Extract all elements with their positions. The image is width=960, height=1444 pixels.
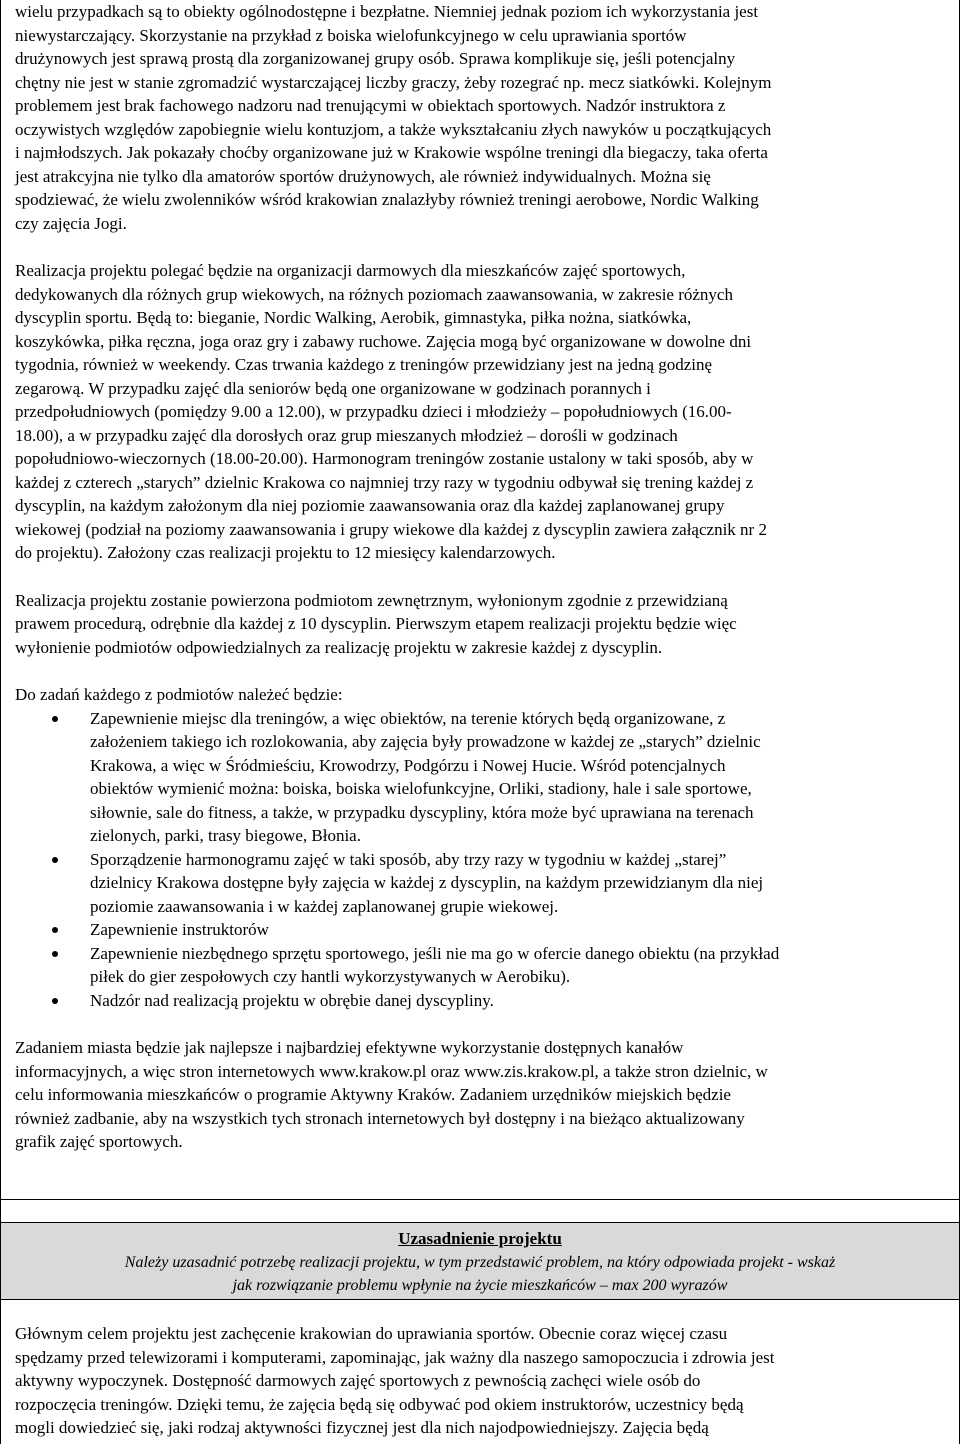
- text-line: koszykówka, piłka ręczna, joga oraz gry i zabawy ruchowe. Zajęcia mogą być organizowane w dowolne dni: [15, 331, 752, 351]
- paragraph-contractors: [15, 589, 941, 660]
- section-instructions: [1, 1251, 959, 1297]
- text-line: tygodnia, również w weekendy. Czas trwania każdego z treningów przewidziany jest na jedną godzinę: [15, 355, 713, 374]
- text-line: informacyjnych, a więc stron internetowych www.krakow.pl oraz www.zis.krakow.pl, a także stron dzielnic, w: [15, 1061, 768, 1081]
- text-line: Nadzór nad realizacją projektu w obrębie danej dyscypliny.: [90, 990, 494, 1010]
- bullet-icon: [52, 951, 58, 957]
- text-line: drużynowych jest sprawą prostą dla zorganizowanej grupy osób. Sprawa komplikuje się, jeśli potencjalny: [15, 49, 736, 68]
- paragraph-gap: [15, 1012, 941, 1036]
- text-line: Zapewnienie miejsc dla treningów, a więc obiektów, na terenie których będą organizowane, z: [90, 708, 726, 728]
- list-item: [15, 707, 941, 848]
- text-line: i najmłodszych. Jak pokazały choćby organizowane już w Krakowie wspólne treningi dla biegaczy, taka oferta: [15, 143, 768, 162]
- text-line: Krakowa, a więc w Śródmieściu, Krowodrzy, Podgórzu i Nowej Hucie. Wśród potencjalnych: [90, 755, 726, 775]
- text-line: wyłonienie podmiotów odpowiedzialnych za realizację projektu w zakresie każdej z dyscyplin.: [15, 637, 663, 657]
- text-line: niewystarczający. Skorzystanie na przykład z boiska wielofunkcyjnego w celu uprawiania sportów: [15, 25, 687, 45]
- text-line: czy zajęcia Jogi.: [15, 213, 127, 233]
- text-line: Głównym celem projektu jest zachęcenie krakowian do uprawiania sportów. Obecnie coraz więcej czasu: [15, 1324, 728, 1343]
- bullet-icon: [52, 716, 58, 722]
- text-line: spodziewać, że wielu zwolenników wśród krakowian znalazłyby również treningi aerobowe, Nordic Walking: [15, 190, 759, 209]
- text-line: 18.00), a w przypadku zajęć dla dorosłych oraz grup mieszanych młodzież – dorośli w godzinach: [15, 425, 678, 445]
- text-line: założeniem takiego ich rozlokowania, aby zajęcia były prowadzone w każdej ze „starych” dzielnic: [90, 732, 761, 751]
- text-line: grafik zajęć sportowych.: [15, 1132, 183, 1151]
- text-line: Realizacja projektu zostanie powierzona podmiotom zewnętrznym, wyłonionym zgodnie z przewidzianą: [15, 590, 728, 610]
- justification-text: [15, 1322, 941, 1440]
- bullet-icon: [52, 857, 58, 863]
- text-line: Zapewnienie instruktorów: [90, 920, 269, 939]
- section-title: Uzasadnienie projektu: [398, 1229, 562, 1248]
- tasks-list: [15, 707, 941, 1013]
- text-line: wiekowej (podział na poziomy zaawansowania i grupy wiekowe dla każdej z dyscyplin zawiera załącznik nr 2: [15, 519, 767, 539]
- text-line: piłek do gier zespołowych czy hantli wykorzystywanych w Aerobiku).: [90, 967, 571, 986]
- text-line: chętny nie jest w stanie zgromadzić wystarczającej liczby graczy, żeby rozegrać np. mecz siatkówki. Kolejnym: [15, 72, 772, 92]
- paragraph-project-realization: [15, 259, 941, 565]
- text-line: prawem procedurą, odrębnie dla każdej z 10 dyscyplin. Pierwszym etapem realizacji projektu będzie więc: [15, 614, 737, 633]
- paragraph-city-tasks: [15, 1036, 941, 1154]
- text-line: dyscyplin sportu. Będą to: bieganie, Nordic Walking, Aerobik, gimnastyka, piłka nożna, siatkówka,: [15, 308, 692, 327]
- text-line: aktywny wypoczynek. Dostępność darmowych zajęć sportowych z pewnością zachęci wiele osób do: [15, 1371, 701, 1390]
- text-line: dyscyplin, na każdym założonym dla niej poziomie zaawansowania oraz dla każdej zaplanowanej grupy: [15, 496, 725, 515]
- text-line: również zadbanie, aby na wszystkich tych stronach internetowych był dostępny i na bieżąco aktualizowany: [15, 1108, 745, 1128]
- text-line: Sporządzenie harmonogramu zajęć w taki sposób, aby trzy razy w tygodniu w każdej „starej”: [90, 849, 727, 869]
- bullet-icon: [52, 998, 58, 1004]
- list-item: [15, 848, 941, 919]
- paragraph-gap: [15, 565, 941, 589]
- text-line: przedpołudniowych (pomiędzy 9.00 a 12.00), w przypadku dzieci i młodzieży – popołudniowych (16.00-: [15, 402, 732, 421]
- section-divider: [1, 1199, 959, 1200]
- text-line: Zapewnienie niezbędnego sprzętu sportowego, jeśli nie ma go w ofercie danego obiektu (na przykład: [90, 943, 780, 963]
- text-line: spędzamy przed telewizorami i komputerami, zapominając, jak ważny dla naszego samopoczucia i zdrowia jest: [15, 1347, 775, 1367]
- text-line: Zadaniem miasta będzie jak najlepsze i najbardziej efektywne wykorzystanie dostępnych kanałów: [15, 1038, 684, 1057]
- text-line: rozpoczęcia treningów. Dzięki temu, że zajęcia będą się odbywać pod okiem instruktorów, uczestnicy będą: [15, 1394, 744, 1414]
- text-line: popołudniowo-wieczornych (18.00-20.00). Harmonogram treningów zostanie ustalony w taki sposób, aby w: [15, 449, 754, 468]
- text-line: celu informowania mieszkańców o programie Aktywny Kraków. Zadaniem urzędników miejskich będzie: [15, 1085, 731, 1104]
- text-line: zielonych, parki, trasy biegowe, Błonia.: [90, 826, 361, 845]
- list-item: [15, 942, 941, 989]
- list-item: [15, 918, 941, 942]
- text-line: dzielnicy Krakowa dostępne były zajęcia w każdej z dyscyplin, na każdym przewidzianym dla niej: [90, 873, 764, 892]
- text-line: do projektu). Założony czas realizacji projektu to 12 miesięcy kalendarzowych.: [15, 543, 556, 562]
- paragraph-problem-description: [15, 0, 941, 235]
- paragraph-justification: [15, 1322, 941, 1440]
- text-line: zegarową. W przypadku zajęć dla seniorów będą one organizowane w godzinach porannych i: [15, 378, 651, 398]
- text-line: siłownie, sale do fitness, a także, w przypadku dyscypliny, która może być uprawiana na terenach: [90, 802, 754, 822]
- text-line: mogli dowiedzieć się, jaki rodzaj aktywności fizycznej jest dla nich najodpowiedniejszy. Zajęcia będą: [15, 1418, 709, 1437]
- paragraph-gap: [15, 659, 941, 683]
- text-line: Należy uzasadnić potrzebę realizacji projektu, w tym przedstawić problem, na który odpowiada projekt - wskaż: [124, 1254, 836, 1271]
- text-line: każdej z czterech „starych” dzielnic Krakowa co najmniej trzy razy w tygodniu odbywał się trening każdej z: [15, 472, 754, 492]
- paragraph-gap: [15, 235, 941, 259]
- text-line: Realizacja projektu polegać będzie na organizacji darmowych dla mieszkańców zajęć sportowych,: [15, 261, 686, 280]
- document-body: [15, 0, 941, 1154]
- paragraph-tasks-intro: [15, 683, 941, 707]
- text-line: oczywistych względów zapobiegnie wielu kontuzjom, a także wykształcaniu złych nawyków u początkujących: [15, 119, 772, 139]
- text-line: jak rozwiązanie problemu wpłynie na życie mieszkańców – max 200 wyrazów: [232, 1277, 728, 1294]
- text-line: Do zadań każdego z podmiotów należeć będzie:: [15, 685, 343, 704]
- text-line: wielu przypadkach są to obiekty ogólnodostępne i bezpłatne. Niemniej jednak poziom ich wykorzystania jest: [15, 2, 759, 21]
- text-line: problemem jest brak fachowego nadzoru nad trenującymi w obiektach sportowych. Nadzór instruktora z: [15, 96, 726, 115]
- bullet-icon: [52, 927, 58, 933]
- text-line: dedykowanych dla różnych grup wiekowych, na różnych poziomach zaawansowania, w zakresie różnych: [15, 284, 733, 304]
- section-header-box: [1, 1222, 959, 1300]
- text-line: obiektów wymienić można: boiska, boiska wielofunkcyjne, Orliki, stadiony, hale i sale sportowe,: [90, 779, 752, 798]
- text-line: poziomie zaawansowania i w każdej zaplanowanej grupie wiekowej.: [90, 896, 559, 916]
- list-item: [15, 989, 941, 1013]
- text-line: jest atrakcyjna nie tylko dla amatorów sportów drużynowych, ale również indywidualnych. Można się: [15, 166, 711, 186]
